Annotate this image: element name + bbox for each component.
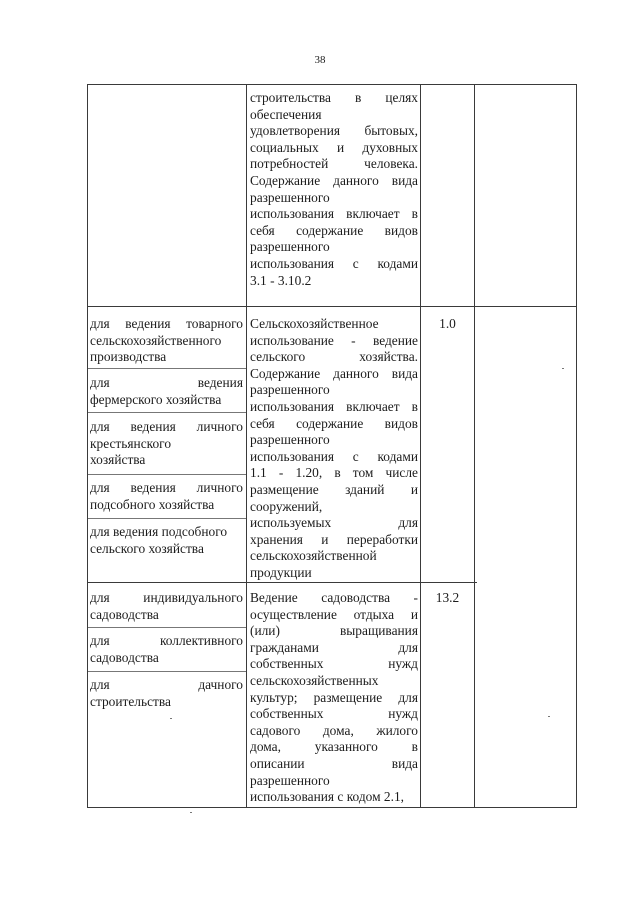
text-line: потребностей человека. [250,156,418,172]
subrow-divider [88,474,246,475]
row3-description [250,590,418,806]
text-line: хозяйства [90,452,146,468]
text-line: разрешенного [250,239,330,255]
scan-speck [170,718,172,719]
scan-speck [562,368,564,369]
use-type-farming [90,375,243,408]
row-divider-2 [87,582,477,583]
text-line: собственных нужд [250,656,418,672]
text-line: хранения и переработки [250,531,418,547]
text-line: Ведение садоводства - [250,590,418,605]
table-border-bottom [87,807,577,808]
subrow-divider [88,671,246,672]
text-line: использования с кодом 2.1, [250,789,405,805]
text-line: садоводства [90,649,159,665]
text-line: (или) выращивания [250,623,418,639]
scan-speck [548,716,550,717]
text-line: использование - ведение [250,332,418,348]
text-line: культур; размещение для [250,689,418,705]
text-line: 3.1 - 3.10.2 [250,272,312,288]
row1-description [250,90,418,289]
table-border-top [87,84,577,85]
text-line: для дачного [90,677,243,692]
text-line: фермерского хозяйства [90,391,222,407]
text-line: 1.1 - 1.20, в том числе [250,465,418,481]
text-line: для ведения товарного [90,316,243,331]
text-line: разрешенного [250,432,330,448]
text-line: для ведения подсобного [90,524,228,539]
text-line: Содержание данного вида [250,172,418,188]
use-type-commercial-agriculture [90,316,243,366]
text-line: сельского хозяйства. [250,349,418,365]
text-line: сельскохозяйственных [250,672,379,688]
text-line: собственных нужд [250,706,418,722]
text-line: описании вида [250,755,418,771]
scan-speck [190,812,192,813]
text-line: для ведения [90,375,243,390]
subrow-divider [88,412,246,413]
text-line: использования с кодами [250,255,418,271]
table-divider-1 [246,84,247,807]
row2-description [250,316,418,582]
text-line: сельского хозяйства [90,540,204,556]
text-line: производства [90,349,167,365]
table-divider-2 [420,84,421,807]
text-line: разрешенного [250,382,330,398]
text-line: для ведения личного [90,419,243,434]
text-line: для индивидуального [90,590,243,605]
subrow-divider [88,368,246,369]
use-type-individual-gardening [90,590,243,623]
text-line: размещение зданий и [250,481,418,497]
text-line: сельскохозяйственного [90,332,222,348]
text-line: для коллективного [90,633,243,648]
text-line: осуществление отдыха и [250,606,418,622]
row2-code: 1.0 [439,316,456,331]
text-line: разрешенного [250,189,330,205]
table-border-right [576,84,577,807]
text-line: гражданами для [250,639,418,655]
text-line: использования включает в [250,206,418,222]
text-line: сельскохозяйственной [250,548,377,564]
text-line: себя содержание видов [250,222,418,238]
text-line: подсобного хозяйства [90,496,215,512]
text-line: использования с кодами [250,448,418,464]
text-line: Содержание данного вида [250,365,418,381]
text-line: Сельскохозяйственное [250,316,379,331]
text-line: используемых для [250,515,418,531]
text-line: удовлетворения бытовых, [250,123,418,139]
text-line: садового дома, жилого [250,722,418,738]
text-line: себя содержание видов [250,415,418,431]
text-line: дома, указанного в [250,739,418,755]
text-line: разрешенного [250,772,330,788]
text-line: садоводства [90,606,159,622]
subrow-divider [88,518,246,519]
row3-code: 13.2 [435,590,460,605]
text-line: строительства в целях [250,90,418,105]
use-type-collective-gardening [90,633,243,666]
text-line: социальных и духовных [250,139,418,155]
text-line: крестьянского [90,435,172,451]
text-line: обеспечения [250,106,322,122]
table-border-left [87,84,88,807]
text-line: использования включает в [250,398,418,414]
use-type-subsidiary-agriculture [90,524,243,557]
text-line: строительства [90,693,171,709]
use-type-personal-subsidiary [90,480,243,513]
use-type-dacha-construction [90,677,243,710]
use-type-peasant-household [90,419,243,469]
page-number: 38 [314,54,326,66]
text-line: продукции [250,564,312,580]
text-line: сооружений, [250,498,323,514]
row-divider-1 [87,306,577,307]
subrow-divider [88,627,246,628]
table-divider-3 [474,84,475,807]
text-line: для ведения личного [90,480,243,495]
